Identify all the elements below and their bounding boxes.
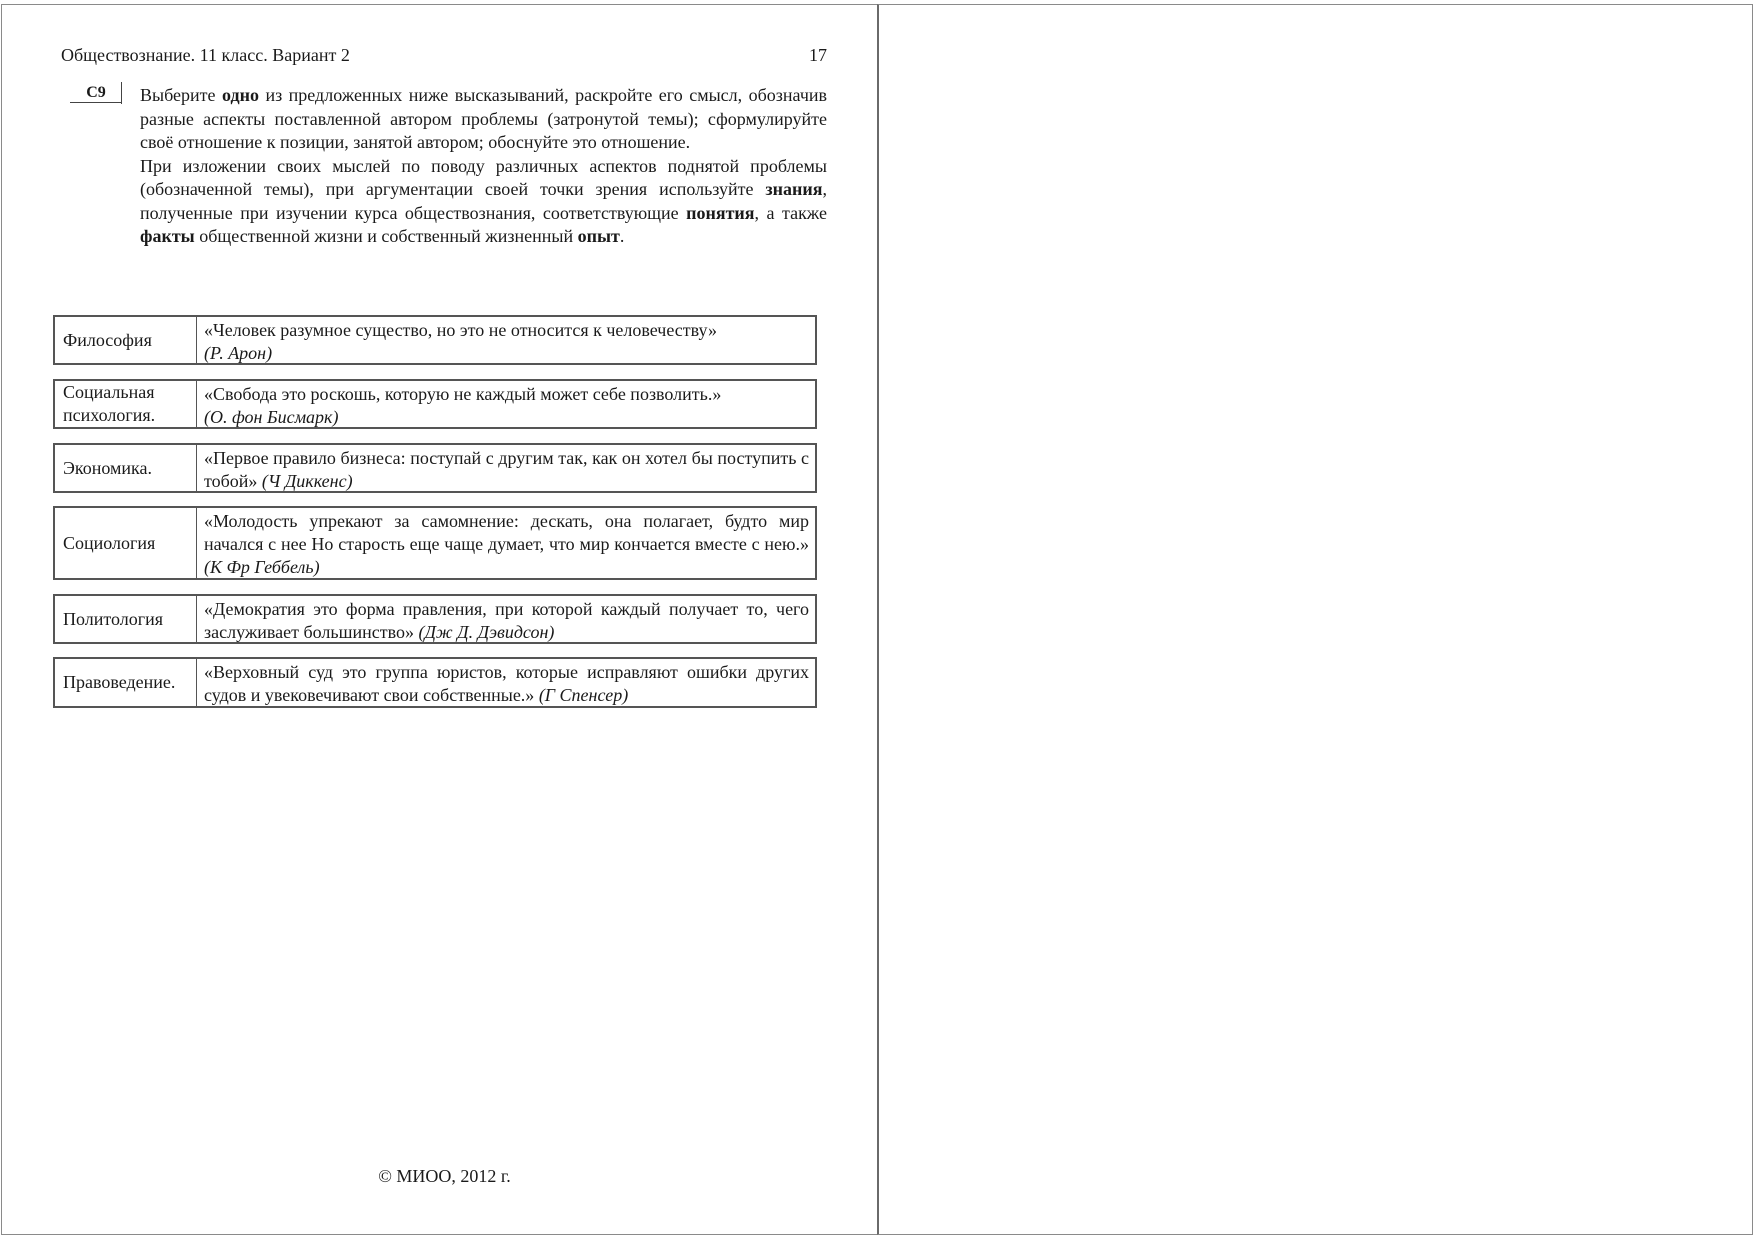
quote-field: Социология: [55, 508, 197, 578]
quote-box-philosophy: [53, 315, 817, 365]
quote-box-sociology: [53, 506, 817, 580]
quote-author: (Дж Д. Дэвидсон): [418, 622, 555, 642]
quote-field: Философия: [55, 317, 197, 363]
quote-text: «Верховный суд это группа юристов, которые исправляют ошибки других судов и увековечивают свои собственные.» (Г Спенсер): [204, 662, 809, 705]
instruction-paragraph-1: Выберите одно из предложенных ниже высказываний, раскройте его смысл, обозначив разные аспекты поставленной автором проблемы (затронутой темы); сформулируйте своё отношение к позиции, занятой автором; обоснуйте это отношение.: [140, 85, 827, 152]
instruction-paragraph-2: При изложении своих мыслей по поводу различных аспектов поднятой проблемы (обозначенной темы), при аргументации своей точки зрения используйте знания, полученные при изучении курса обществознания, соответствующие понятия, а также факты общественной жизни и собственный жизненный опыт.: [140, 155, 827, 246]
quote-field: Правоведение.: [55, 659, 197, 706]
quote-box-political-science: [53, 594, 817, 644]
right-page-blank: [877, 4, 1753, 1235]
footer-copyright: © МИОО, 2012 г.: [378, 1166, 511, 1186]
task-label: C9: [70, 84, 122, 103]
task-instructions: [140, 84, 827, 249]
page-header: [61, 45, 827, 66]
quote-text: «Демократия это форма правления, при которой каждый получает то, чего заслуживает большинство» (Дж Д. Дэвидсон): [204, 599, 809, 642]
quote-field: Социальная психология.: [55, 381, 197, 427]
quote-field: Экономика.: [55, 445, 197, 491]
quote-author: (К Фр Геббель): [204, 557, 320, 577]
quote-text: «Человек разумное существо, но это не относится к человечеству» (Р. Арон): [204, 320, 717, 363]
quote-author: (Р. Арон): [204, 343, 273, 363]
quote-author: (О. фон Бисмарк): [204, 407, 339, 427]
quote-box-social-psychology: [53, 379, 817, 429]
header-title: Обществознание. 11 класс. Вариант 2: [61, 45, 350, 65]
quote-author: (Ч Диккенс): [261, 471, 353, 491]
quote-text: «Молодость упрекают за самомнение: дескать, она полагает, будто мир начался с нее Но старость еще чаще думает, что мир кончается вместе с нею.» (К Фр Геббель): [204, 511, 809, 577]
quote-text: «Свобода это роскошь, которую не каждый может себе позволить.» (О. фон Бисмарк): [204, 384, 722, 427]
quote-field: Политология: [55, 596, 197, 642]
quote-box-economics: [53, 443, 817, 493]
page-number: 17: [809, 45, 827, 65]
quote-text: «Первое правило бизнеса: поступай с другим так, как он хотел бы поступить с тобой» (Ч Диккенс): [204, 448, 809, 491]
quote-box-law: [53, 657, 817, 708]
quote-author: (Г Спенсер): [538, 685, 629, 705]
